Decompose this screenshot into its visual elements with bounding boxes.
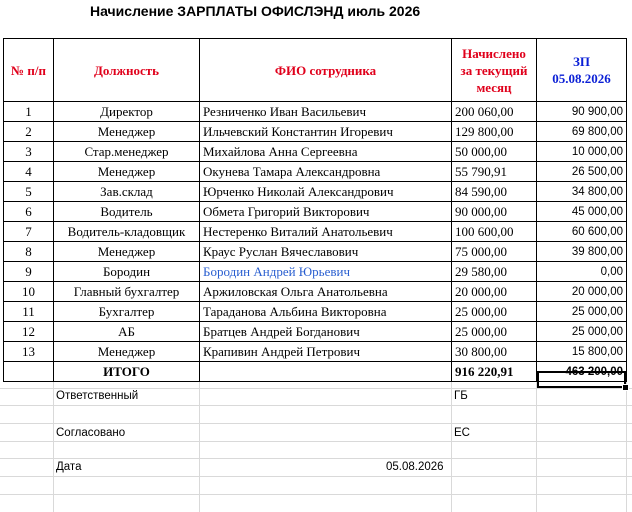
cell-accrued[interactable]: 75 000,00: [452, 242, 537, 262]
cell-num[interactable]: 2: [4, 122, 54, 142]
cell-num[interactable]: 6: [4, 202, 54, 222]
cell-accrued[interactable]: 25 000,00: [452, 302, 537, 322]
header-num[interactable]: № п/п: [4, 39, 54, 102]
cell-name[interactable]: Окунева Тамара Александровна: [200, 162, 452, 182]
cell-paid[interactable]: 10 000,00: [537, 142, 627, 162]
total-row: [4, 362, 627, 382]
cell-num[interactable]: 5: [4, 182, 54, 202]
approved-label: Согласовано: [56, 427, 126, 439]
header-paid[interactable]: [537, 39, 627, 102]
cell-position[interactable]: Зав.склад: [54, 182, 200, 202]
cell-paid[interactable]: 20 000,00: [537, 282, 627, 302]
cell-num[interactable]: 4: [4, 162, 54, 182]
gridline: [0, 405, 632, 406]
cell-position[interactable]: Бухгалтер: [54, 302, 200, 322]
header-name[interactable]: ФИО сотрудника: [200, 39, 452, 102]
table-row: [4, 342, 627, 362]
cell-name[interactable]: Крапивин Андрей Петрович: [200, 342, 452, 362]
cell-paid[interactable]: 26 500,00: [537, 162, 627, 182]
gridline: [451, 370, 452, 512]
cell-accrued[interactable]: 200 060,00: [452, 102, 537, 122]
cell-num[interactable]: 9: [4, 262, 54, 282]
selected-cell[interactable]: [537, 371, 626, 388]
gridline: [0, 494, 632, 495]
cell-name[interactable]: Михайлова Анна Сергеевна: [200, 142, 452, 162]
cell-num[interactable]: 12: [4, 322, 54, 342]
cell-position[interactable]: Директор: [54, 102, 200, 122]
date-label: Дата: [56, 461, 82, 473]
cell-num[interactable]: 13: [4, 342, 54, 362]
cell-accrued[interactable]: 84 590,00: [452, 182, 537, 202]
table-row: [4, 202, 627, 222]
cell-accrued[interactable]: 129 800,00: [452, 122, 537, 142]
cell-num[interactable]: 3: [4, 142, 54, 162]
cell-paid[interactable]: 25 000,00: [537, 322, 627, 342]
header-paid-line2: 05.08.2026: [552, 71, 611, 86]
approved-value[interactable]: ЕС: [454, 427, 470, 439]
cell-paid[interactable]: 15 800,00: [537, 342, 627, 362]
cell-paid[interactable]: 60 600,00: [537, 222, 627, 242]
cell-num[interactable]: 11: [4, 302, 54, 322]
cell-name[interactable]: Нестеренко Виталий Анатольевич: [200, 222, 452, 242]
payroll-table: [3, 38, 627, 382]
cell-position[interactable]: Стар.менеджер: [54, 142, 200, 162]
cell-accrued[interactable]: 25 000,00: [452, 322, 537, 342]
date-value[interactable]: 05.08.2026: [386, 461, 444, 473]
table-row: [4, 182, 627, 202]
cell-name[interactable]: Тараданова Альбина Викторовна: [200, 302, 452, 322]
cell-num[interactable]: 1: [4, 102, 54, 122]
table-row: [4, 142, 627, 162]
cell-position[interactable]: Главный бухгалтер: [54, 282, 200, 302]
sheet-title: Начисление ЗАРПЛАТЫ ОФИСЛЭНД июль 2026: [90, 3, 421, 19]
cell-paid[interactable]: 34 800,00: [537, 182, 627, 202]
header-accrued[interactable]: [452, 39, 537, 102]
responsible-value[interactable]: ГБ: [454, 390, 468, 402]
cell-position[interactable]: Водитель-кладовщик: [54, 222, 200, 242]
cell-accrued[interactable]: 20 000,00: [452, 282, 537, 302]
cell-accrued[interactable]: 100 600,00: [452, 222, 537, 242]
cell-accrued[interactable]: 50 000,00: [452, 142, 537, 162]
cell-paid[interactable]: 25 000,00: [537, 302, 627, 322]
cell-num[interactable]: 10: [4, 282, 54, 302]
fill-handle[interactable]: [622, 384, 629, 391]
responsible-label: Ответственный: [56, 390, 139, 402]
gridline: [199, 370, 200, 512]
cell-total-paid[interactable]: 463 200,00: [537, 362, 627, 382]
header-position[interactable]: Должность: [54, 39, 200, 102]
cell-position[interactable]: АБ: [54, 322, 200, 342]
cell-paid[interactable]: 39 800,00: [537, 242, 627, 262]
cell-name-link[interactable]: Бородин Андрей Юрьевич: [200, 262, 452, 282]
cell-paid[interactable]: 0,00: [537, 262, 627, 282]
cell-position[interactable]: Менеджер: [54, 122, 200, 142]
cell-name[interactable]: Резниченко Иван Васильевич: [200, 102, 452, 122]
table-row: [4, 122, 627, 142]
cell-name[interactable]: Юрченко Николай Александрович: [200, 182, 452, 202]
cell-accrued[interactable]: 90 000,00: [452, 202, 537, 222]
gridline: [0, 441, 632, 442]
gridline: [536, 370, 537, 512]
gridline: [626, 370, 627, 512]
cell-position[interactable]: Бородин: [54, 262, 200, 282]
cell-name[interactable]: Обмета Григорий Викторович: [200, 202, 452, 222]
cell-name[interactable]: Аржиловская Ольга Анатольевна: [200, 282, 452, 302]
gridline: [0, 423, 632, 424]
table-row: [4, 282, 627, 302]
cell-total-empty[interactable]: [200, 362, 452, 382]
header-accrued-line1: Начислено: [462, 45, 526, 61]
table-row: [4, 262, 627, 282]
header-accrued-line2: за текущий: [460, 62, 528, 78]
table-row: [4, 162, 627, 182]
header-accrued-line3: месяц: [476, 79, 512, 95]
cell-paid[interactable]: 69 800,00: [537, 122, 627, 142]
cell-position[interactable]: Менеджер: [54, 242, 200, 262]
cell-position[interactable]: Менеджер: [54, 342, 200, 362]
header-paid-line1: ЗП: [573, 54, 590, 69]
gridline: [0, 388, 632, 389]
table-row: [4, 322, 627, 342]
table-row: [4, 302, 627, 322]
gridline: [0, 476, 632, 477]
gridline: [53, 370, 54, 512]
gridline: [0, 458, 632, 459]
cell-total-empty[interactable]: [4, 362, 54, 382]
cell-accrued[interactable]: 55 790,91: [452, 162, 537, 182]
table-row: [4, 222, 627, 242]
cell-num[interactable]: 7: [4, 222, 54, 242]
cell-paid[interactable]: 90 900,00: [537, 102, 627, 122]
cell-position[interactable]: Менеджер: [54, 162, 200, 182]
cell-name[interactable]: Братцев Андрей Богданович: [200, 322, 452, 342]
cell-total-label[interactable]: ИТОГО: [54, 362, 200, 382]
cell-name[interactable]: Ильчевский Константин Игоревич: [200, 122, 452, 142]
cell-name[interactable]: Краус Руслан Вячеславович: [200, 242, 452, 262]
table-row: [4, 102, 627, 122]
table-row: [4, 242, 627, 262]
cell-total-accrued[interactable]: 916 220,91: [452, 362, 537, 382]
cell-position[interactable]: Водитель: [54, 202, 200, 222]
cell-accrued[interactable]: 29 580,00: [452, 262, 537, 282]
header-row: [4, 39, 627, 102]
cell-paid[interactable]: 45 000,00: [537, 202, 627, 222]
cell-accrued[interactable]: 30 800,00: [452, 342, 537, 362]
cell-num[interactable]: 8: [4, 242, 54, 262]
